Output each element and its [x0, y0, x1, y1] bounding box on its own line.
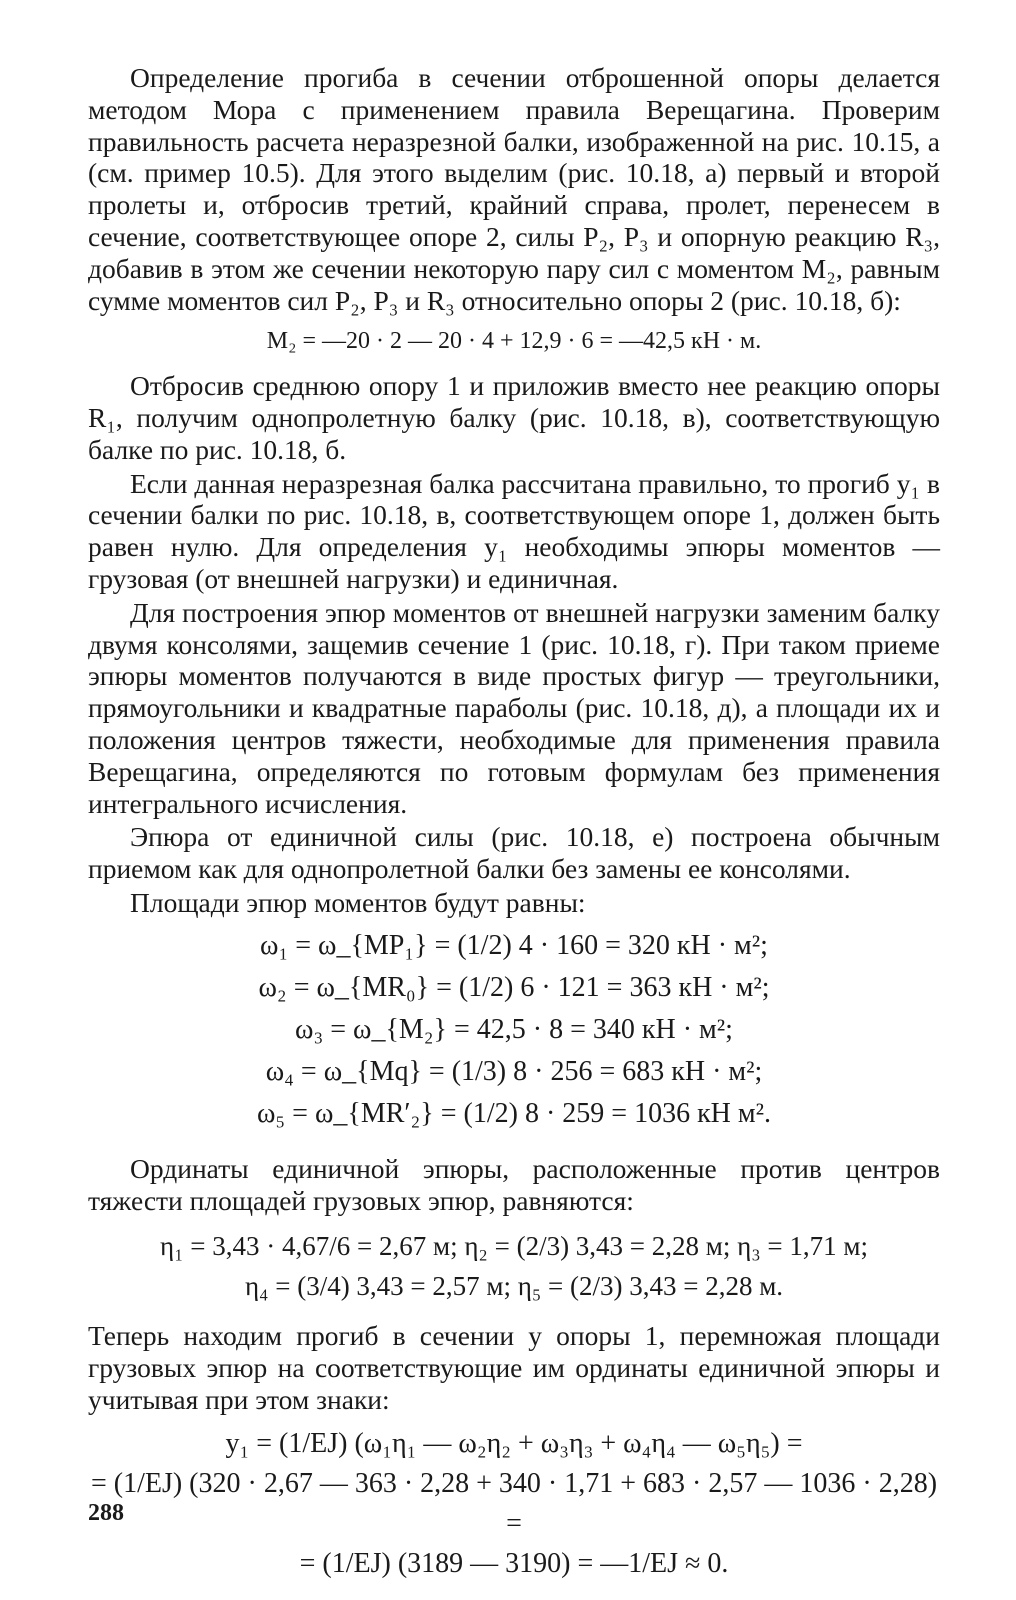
eta-equation-line: η₁ = 3,43 · 4,67/6 = 2,67 м; η₂ = (2/3) 3,43 = 2,28 м; η₃ = 1,71 м; — [160, 1231, 868, 1262]
equation-m2: M₂ = —20 · 2 — 20 · 4 + 12,9 · 6 = —42,5 кН · м. — [266, 328, 762, 355]
eta-equation-line: η₄ = (3/4) 3,43 = 2,57 м; η₅ = (2/3) 3,43 = 2,28 м. — [244, 1271, 784, 1302]
omega-equation: ω₄ = ω_{Mq} = (1/3) 8 · 256 = 683 кН · м²; — [265, 1055, 763, 1087]
deflection-equation — [88, 1424, 940, 1584]
paragraph-5: Эпюра от единичной силы (рис. 10.18, е) построена обычным приемом как для однопролетной балки без замены ее консолями. — [88, 821, 940, 885]
paragraph-4: Для построения эпюр моментов от внешней нагрузки заменим балку двумя консолями, защемив сечение 1 (рис. 10.18, г). При таком приеме эпюры моментов получаются в виде простых фигур — треугольники, прямоугольники и квадратные параболы (рис. 10.18, д), а площади их и положения центров тяжести, необходимые для применения правила Верещагина, определяются по готовым формулам без применения интегрального исчисления. — [88, 596, 940, 819]
paragraph-3: Если данная неразрезная балка рассчитана правильно, то прогиб y₁ в сечении балки по рис. 10.18, в, соответствующем опоре 1, должен быть равен нулю. Для определения y₁ необходимы эпюры моментов — грузовая (от внешней нагрузки) и единичная. — [88, 467, 940, 594]
page-number: 288 — [88, 1500, 124, 1526]
page-body — [88, 62, 940, 1584]
deflection-equation-line: y₁ = (1/EJ) (ω₁η₁ — ω₂η₂ + ω₃η₃ + ω₄η₄ — ω₅η₅) = — [225, 1427, 803, 1459]
paragraph-7: Ординаты единичной эпюры, расположенные против центров тяжести площадей грузовых эпюр, равняются: — [88, 1152, 940, 1216]
omega-equation: ω₃ = ω_{M₂} = 42,5 · 8 = 340 кН · м²; — [295, 1013, 733, 1045]
omega-equations — [88, 925, 940, 1135]
eta-equations — [88, 1226, 940, 1306]
paragraph-2: Отбросив среднюю опору 1 и приложив вместо нее реакцию опоры R₁, получим однопролетную балку (рис. 10.18, в), соответствующую балке по рис. 10.18, б. — [88, 370, 940, 465]
omega-equation: ω₂ = ω_{MR₀} = (1/2) 6 · 121 = 363 кН · м²; — [258, 971, 770, 1003]
deflection-equation-line: = (1/EJ) (3189 — 3190) = —1/EJ ≈ 0. — [299, 1547, 729, 1579]
omega-equation: ω₁ = ω_{MP₁} = (1/2) 4 · 160 = 320 кН · м²; — [260, 929, 768, 961]
deflection-equation-line: = (1/EJ) (320 · 2,67 — 363 · 2,28 + 340 · 1,71 + 683 · 2,57 — 1036 · 2,28) = — [90, 1467, 938, 1539]
paragraph-6: Площади эпюр моментов будут равны: — [130, 886, 586, 918]
paragraph-1: Определение прогиба в сечении отброшенной опоры делается методом Мора с применением правила Верещагина. Проверим правильность расчета неразрезной балки, изображенной на рис. 10.15, а (см. пример 10.5). Для этого выделим (рис. 10.18, а) первый и второй пролеты и, отбросив третий, крайний справа, пролет, перенесем в сечение, соответствующее опоре 2, силы P₂, P₃ и опорную реакцию R₃, добавив в этом же сечении некоторую пару сил с моментом M₂, равным сумме моментов сил P₂, P₃ и R₃ относительно опоры 2 (рис. 10.18, б): — [88, 62, 940, 316]
paragraph-8: Теперь находим прогиб в сечении у опоры 1, перемножая площади грузовых эпюр на соответствующие им ординаты единичной эпюры и учитывая при этом знаки: — [88, 1320, 940, 1415]
omega-equation: ω₅ = ω_{MR′₂} = (1/2) 8 · 259 = 1036 кН м². — [256, 1097, 772, 1129]
